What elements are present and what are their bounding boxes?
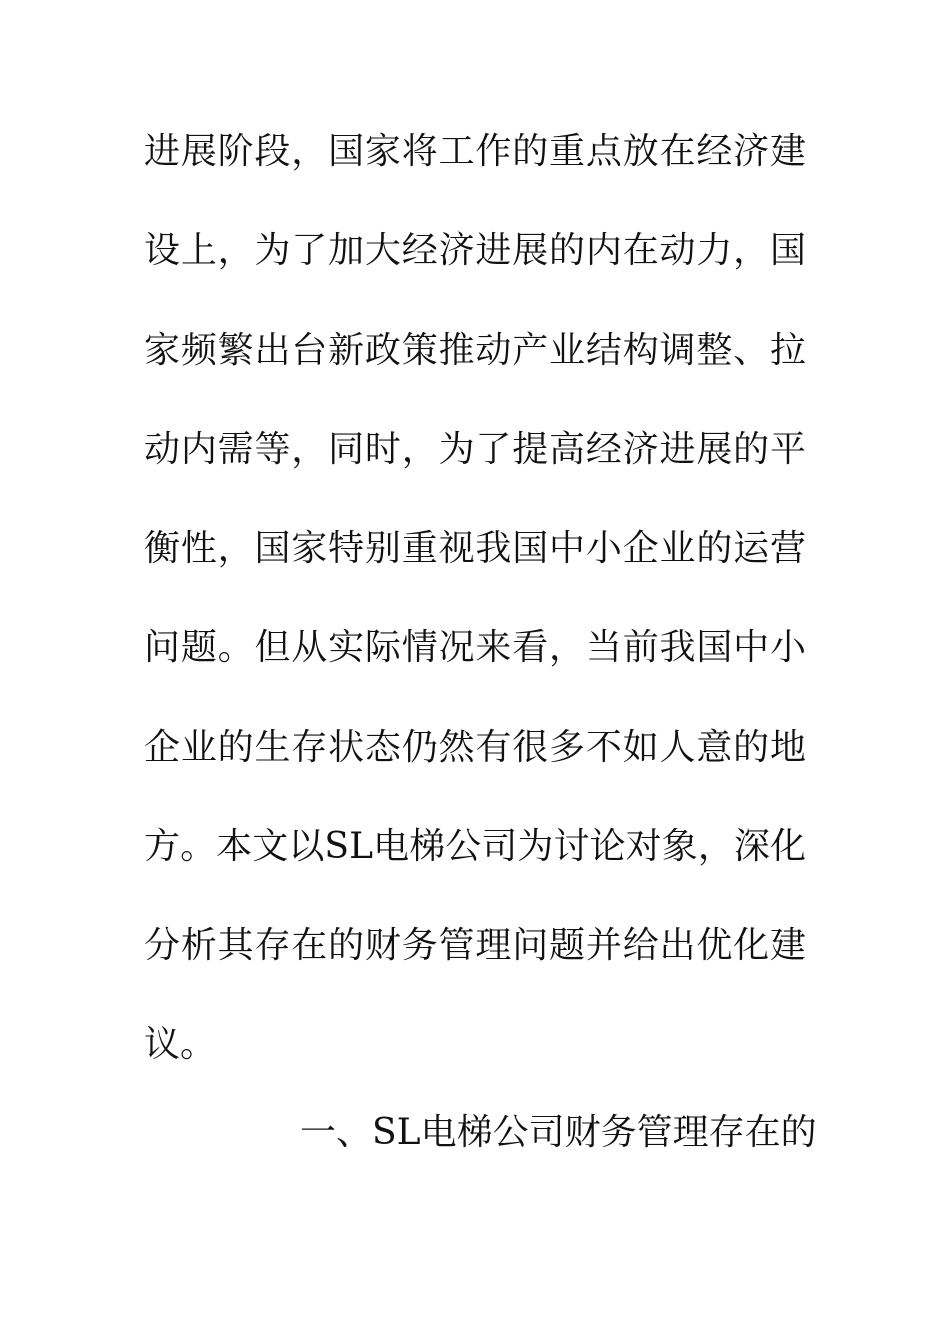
- paragraph-line-6: 问题。但从实际情况来看，当前我国中小: [144, 627, 806, 668]
- section-heading: 一、SL电梯公司财务管理存在的: [300, 1112, 817, 1153]
- paragraph-line-9: 分析其存在的财务管理问题并给出优化建: [144, 925, 806, 966]
- paragraph-line-4: 动内需等，同时，为了提高经济进展的平: [144, 429, 806, 470]
- paragraph-line-7: 企业的生存状态仍然有很多不如人意的地: [144, 727, 806, 768]
- paragraph-line-10: 议。: [144, 1024, 217, 1065]
- paragraph-line-2: 设上，为了加大经济进展的内在动力，国: [144, 230, 806, 271]
- paragraph-line-5: 衡性，国家特别重视我国中小企业的运营: [144, 528, 806, 569]
- paragraph-line-1: 进展阶段，国家将工作的重点放在经济建: [144, 131, 806, 172]
- paragraph-line-8: 方。本文以SL电梯公司为讨论对象，深化: [144, 826, 806, 867]
- paragraph-line-3: 家频繁出台新政策推动产业结构调整、拉: [144, 330, 806, 371]
